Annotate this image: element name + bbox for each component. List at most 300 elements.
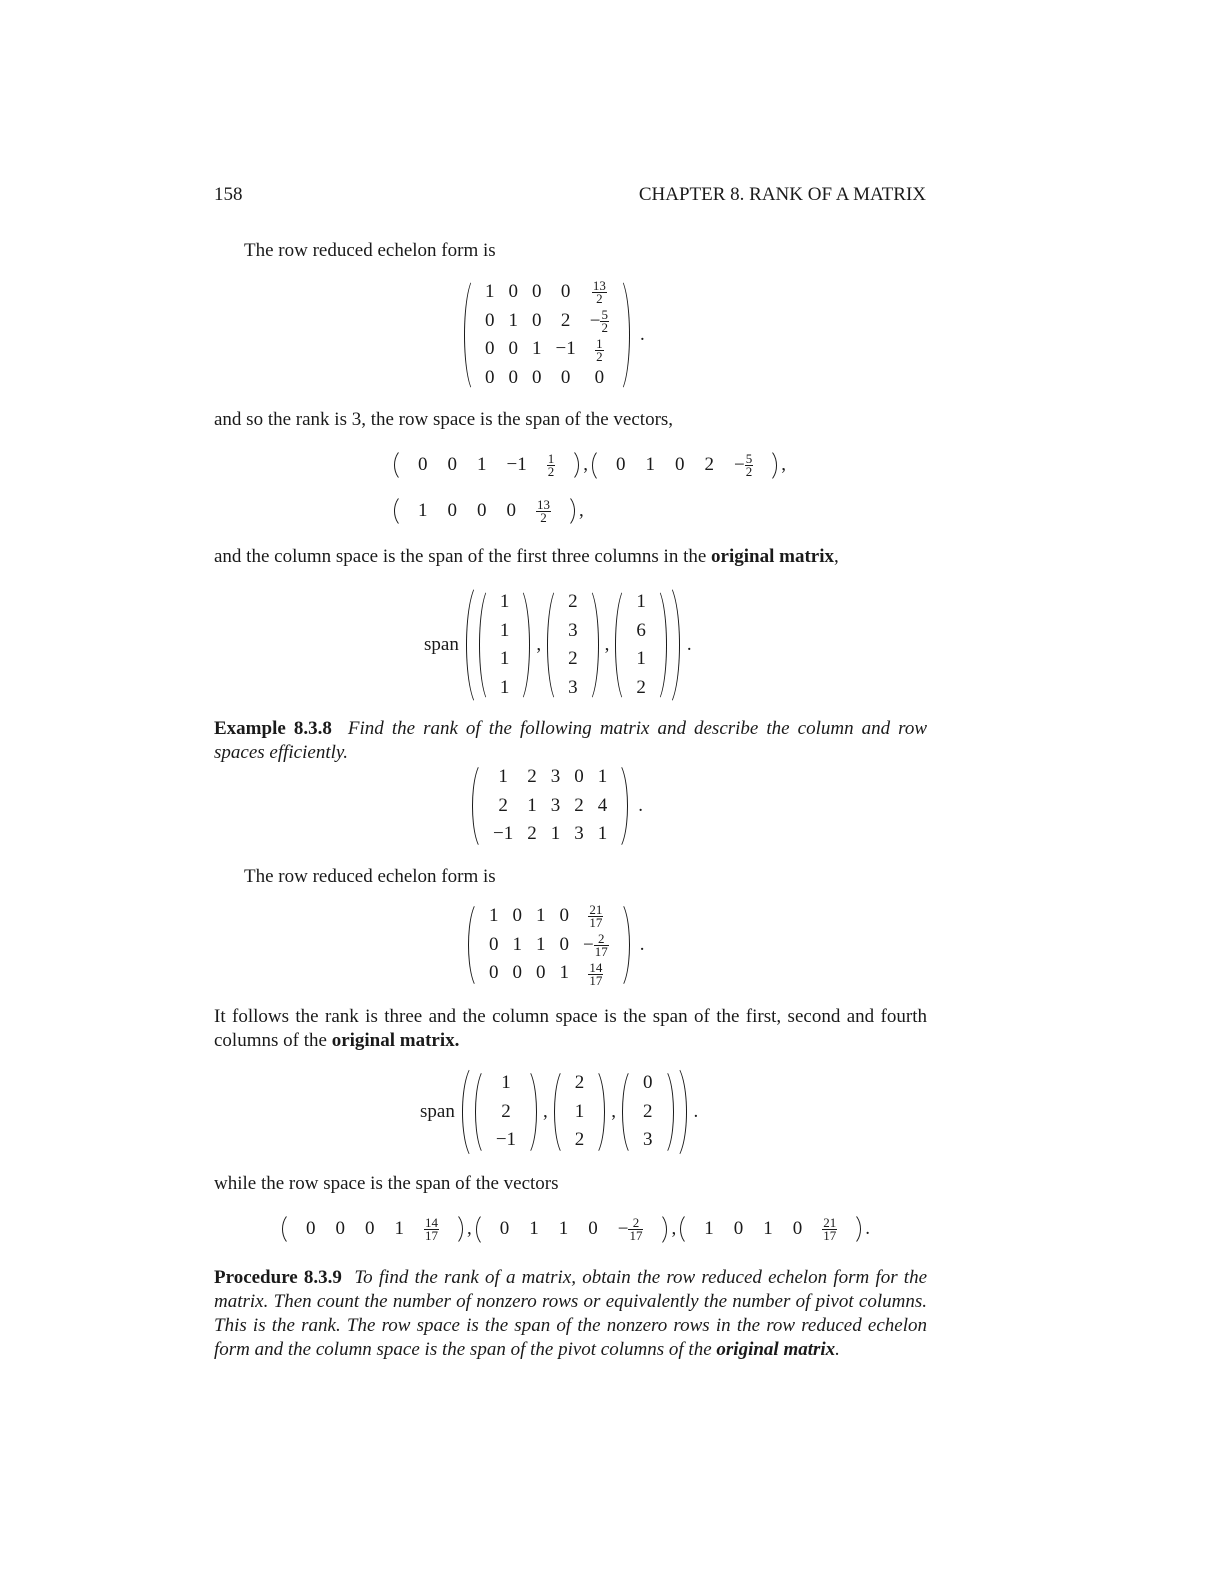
matrix-entry [326, 1214, 356, 1244]
text: and the column space is the span of the first three columns in the [214, 546, 712, 567]
matrix-entry [529, 959, 553, 988]
left-paren [466, 900, 480, 990]
matrix [590, 448, 779, 483]
span-parentheses [461, 1067, 688, 1157]
matrix-entry [591, 763, 615, 792]
left-paren [473, 1067, 487, 1157]
matrix-entry-value: 2 [560, 309, 571, 331]
matrix-table [482, 902, 616, 988]
outer-right-paren [676, 1067, 688, 1157]
matrix-entry-value: 0 [560, 366, 571, 388]
matrix-entry [583, 335, 616, 364]
matrix-entry-value: 0 [365, 1218, 375, 1240]
matrix-entry [482, 902, 506, 931]
bold-term: original matrix [711, 546, 834, 567]
row-vectors-line-2 [392, 494, 586, 528]
text: , [834, 546, 839, 567]
matrix-entry-value [733, 451, 753, 480]
matrix-entry [493, 674, 517, 703]
matrix-entry [486, 820, 520, 849]
example-text: Find the rank of the following matrix and describe the column and row spaces efficiently. [214, 718, 928, 763]
matrix-entry-value: 2 [527, 823, 537, 844]
matrix-entry [608, 1214, 654, 1245]
comma: , [543, 1100, 548, 1122]
matrix-entry-value: 2 [501, 1100, 511, 1122]
matrix-entry [408, 496, 438, 526]
matrix-entry-value: 1 [559, 962, 569, 984]
numerator: 2 [628, 1217, 643, 1230]
paragraph-column-space [214, 545, 927, 569]
matrix [392, 448, 581, 482]
matrix-table [486, 763, 614, 849]
matrix-entry-value: 0 [447, 500, 457, 521]
matrix-entry-value: 1 [498, 766, 508, 787]
right-paren [655, 1212, 669, 1247]
matrix-table [636, 1069, 660, 1155]
matrix-entry [549, 307, 583, 336]
matrix-table [296, 1214, 449, 1244]
matrix-entry [486, 792, 520, 821]
matrix-entry [438, 450, 468, 480]
matrix-entry-value [536, 497, 551, 526]
matrix-entry [296, 1214, 326, 1244]
matrix-entry-value: 2 [636, 676, 646, 698]
matrix-row [568, 1069, 592, 1098]
matrix-row [478, 307, 616, 336]
matrix-row [489, 1126, 523, 1155]
matrix-entry [578, 1214, 608, 1245]
bold-term: original matrix [716, 1339, 836, 1360]
comma: , [604, 634, 610, 655]
procedure-text: To find the rank of a matrix, obtain the row reduced echelon form for the matrix. Then count the number of nonzero rows or equivalently the number of pivot columns. This is the rank. The row space is the span of the nonzero rows in the row reduced echelon form and the column space is the span of the pivot columns of the [214, 1267, 928, 1360]
matrix-entry [606, 450, 636, 481]
matrix-entry-value: 1 [536, 905, 546, 926]
matrix [620, 1067, 676, 1157]
matrix-entry [482, 959, 506, 988]
example-label: Example 8.3.8 [214, 718, 332, 739]
matrix-table [489, 1069, 523, 1155]
matrix-entry [591, 820, 615, 849]
left-paren [678, 1212, 692, 1246]
span-word: span [420, 1100, 455, 1122]
matrix-entry [549, 364, 583, 393]
matrix-entry-value: 2 [568, 648, 578, 669]
matrix-entry [493, 617, 517, 646]
column-span-2 [420, 1067, 704, 1157]
matrix-table [694, 1214, 847, 1244]
matrix-entry-value: 1 [501, 1072, 511, 1093]
matrix-table [568, 1069, 592, 1155]
matrix-entry [583, 278, 616, 307]
matrix-entry [478, 307, 502, 336]
outer-right-paren [669, 586, 681, 704]
matrix-row [478, 278, 616, 307]
matrix-entry-value: 3 [550, 794, 561, 816]
denominator: 17 [823, 1228, 837, 1244]
numerator: 1 [596, 335, 603, 351]
matrix [392, 494, 577, 528]
matrix-entry-value: 1 [499, 676, 510, 698]
matrix-entry [753, 1214, 783, 1244]
matrix-row [489, 1069, 523, 1098]
matrix-row [606, 450, 763, 481]
matrix-entry-value: 1 [508, 309, 518, 331]
column-vectors [473, 1067, 676, 1157]
matrix-entry-value: 1 [536, 933, 546, 955]
example-8-3-8 [214, 717, 927, 765]
matrix-entry-value: 0 [674, 454, 685, 476]
matrix-entry [489, 1126, 523, 1155]
matrix-entry [519, 1214, 549, 1245]
denominator: 2 [601, 319, 608, 335]
matrix-entry-value: 2 [643, 1100, 653, 1122]
matrix [678, 1212, 863, 1246]
period: . [865, 1218, 870, 1240]
matrix-row [636, 1098, 660, 1127]
matrix-row [493, 617, 517, 646]
matrix-row [568, 1126, 592, 1155]
paragraph-rref-intro-1: The row reduced echelon form is [244, 240, 496, 261]
denominator: 17 [629, 1228, 643, 1244]
row-vectors-line-1 [392, 448, 788, 483]
numerator: 14 [425, 1215, 438, 1231]
matrix [477, 586, 533, 704]
matrix-entry [629, 674, 653, 703]
period: . [639, 324, 645, 346]
comma: , [671, 1218, 677, 1240]
matrix-entry [567, 792, 591, 821]
left-paren [620, 1067, 634, 1157]
right-paren [587, 586, 601, 704]
matrix-entry-value: 0 [512, 962, 522, 984]
matrix-entry [529, 902, 553, 931]
matrix-entry [490, 1214, 520, 1245]
matrix-row [296, 1214, 449, 1244]
matrix-entry [568, 1098, 592, 1127]
matrix-table [629, 588, 653, 702]
matrix-row [561, 674, 585, 703]
paragraph-rank-three [214, 1005, 927, 1053]
right-paren [563, 494, 577, 528]
matrix-entry-value: 3 [568, 619, 578, 641]
left-paren [613, 586, 627, 704]
matrix-entry [724, 1214, 754, 1244]
period: . [693, 1100, 699, 1122]
left-paren [462, 276, 476, 394]
matrix-entry-value: 2 [498, 794, 508, 816]
matrix-entry-value: 1 [704, 1218, 714, 1240]
matrix-entry [489, 1069, 523, 1098]
matrix-entry [553, 902, 577, 931]
period: . [639, 933, 645, 955]
matrix-entry [385, 1214, 415, 1244]
fraction [424, 1217, 439, 1242]
matrix-entry-value: 1 [499, 619, 510, 641]
left-paren [477, 586, 491, 704]
matrix-entry [591, 792, 615, 821]
left-paren [470, 761, 484, 851]
matrix-entry [583, 364, 616, 393]
matrix-entry [525, 307, 549, 336]
matrix-entry-value: 1 [485, 281, 495, 302]
matrix-row [486, 820, 614, 849]
matrix-entry [567, 763, 591, 792]
matrix-entry [549, 335, 583, 364]
minus-sign: − [583, 933, 594, 955]
matrix-entry-value: 3 [550, 766, 561, 787]
matrix [462, 276, 632, 394]
comma: , [781, 454, 786, 476]
matrix-entry-value: 0 [477, 500, 487, 521]
rref-matrix-1 [462, 276, 645, 394]
procedure-label: Procedure 8.3.9 [214, 1267, 342, 1288]
matrix-entry-value: 0 [447, 454, 457, 476]
matrix [466, 900, 632, 990]
matrix-entry [478, 335, 502, 364]
span-word: span [424, 634, 459, 655]
matrix-entry-value: 0 [532, 281, 542, 302]
right-paren [518, 586, 532, 704]
left-paren [392, 448, 406, 482]
matrix-entry [529, 931, 553, 960]
matrix-entry [489, 1098, 523, 1127]
matrix-entry [783, 1214, 813, 1244]
matrix [613, 586, 669, 704]
matrix-entry-value: 1 [489, 905, 499, 926]
matrix-row [493, 588, 517, 617]
matrix-entry-value: 0 [508, 281, 518, 302]
matrix-entry [636, 1126, 660, 1155]
right-paren [567, 448, 581, 482]
matrix-entry-value: 1 [527, 794, 537, 816]
matrix-entry [694, 450, 724, 481]
fraction [745, 453, 754, 478]
matrix-row [493, 674, 517, 703]
left-paren [392, 494, 406, 528]
matrix-table [561, 588, 585, 702]
matrix-entry [636, 1069, 660, 1098]
fraction [588, 959, 603, 988]
matrix-entry-value: 1 [763, 1218, 773, 1240]
left-paren [545, 586, 559, 704]
matrix-entry-value: 0 [508, 366, 518, 388]
matrix-row [561, 645, 585, 674]
matrix-entry [520, 792, 544, 821]
matrix-entry-value: 0 [574, 766, 584, 787]
procedure-8-3-9 [214, 1266, 927, 1362]
matrix-entry-value [588, 902, 603, 931]
denominator: 17 [589, 915, 603, 931]
matrix-entry-value: 1 [597, 766, 608, 787]
matrix-entry-value: 2 [574, 1072, 585, 1093]
matrix-entry-value [617, 1215, 644, 1244]
fraction [547, 453, 556, 478]
matrix-entry-value: 0 [489, 962, 499, 984]
matrix-entry [576, 931, 616, 960]
matrix-entry [502, 364, 526, 393]
right-paren [593, 1067, 607, 1157]
matrix-table [478, 278, 616, 392]
matrix-entry [561, 645, 585, 674]
matrix-entry-value: 1 [394, 1218, 404, 1240]
matrix-entry [567, 820, 591, 849]
matrix-entry-value: 0 [485, 338, 495, 360]
matrix-entry-value: 0 [335, 1218, 345, 1240]
denominator: 2 [547, 464, 555, 480]
matrix-entry [568, 1069, 592, 1098]
matrix-entry-value: −1 [495, 1129, 517, 1150]
matrix-entry-value: 0 [485, 366, 495, 388]
numerator: 21 [823, 1215, 837, 1231]
matrix-entry [506, 931, 530, 960]
matrix-entry [493, 588, 517, 617]
matrix-entry [561, 588, 585, 617]
matrix-entry [636, 1098, 660, 1127]
matrix-entry-value: 4 [597, 794, 608, 816]
matrix-entry [486, 763, 520, 792]
fraction [628, 1217, 643, 1242]
matrix-entry [502, 278, 526, 307]
matrix-entry [482, 931, 506, 960]
matrix [552, 1067, 608, 1157]
minus-sign: − [589, 309, 601, 331]
matrix-row [629, 588, 653, 617]
matrix-entry [497, 450, 537, 480]
matrix-entry [525, 278, 549, 307]
matrix-entry [635, 450, 665, 481]
matrix-entry-value: 2 [527, 766, 537, 787]
matrix-entry-value [547, 451, 556, 480]
matrix-row [482, 902, 616, 931]
matrix-entry [544, 792, 568, 821]
right-paren [618, 900, 632, 990]
matrix-entry [355, 1214, 385, 1244]
left-paren [552, 1067, 566, 1157]
matrix-entry [629, 645, 653, 674]
matrix-entry-value: 1 [499, 648, 510, 669]
fraction [588, 904, 603, 929]
numerator: 5 [601, 306, 608, 322]
denominator: 17 [594, 943, 608, 959]
matrix-entry [549, 278, 583, 307]
right-paren [662, 1067, 676, 1157]
matrix-entry [506, 959, 530, 988]
numerator: 5 [745, 451, 753, 467]
matrix-entry-value: −1 [506, 454, 527, 476]
matrix-entry-value: 0 [733, 1218, 744, 1240]
matrix-row [629, 645, 653, 674]
matrix-entry-value: 1 [636, 648, 646, 669]
matrix-entry-value: 0 [560, 281, 571, 302]
matrix-entry-value [588, 959, 603, 988]
matrix-entry [493, 645, 517, 674]
minus-sign: − [733, 454, 745, 476]
matrix-entry [478, 364, 502, 393]
matrix-entry-value: 0 [792, 1218, 803, 1240]
page-number: 158 [214, 184, 243, 205]
matrix-entry-value: 1 [477, 454, 487, 476]
fraction [822, 1217, 837, 1242]
matrix-row [486, 792, 614, 821]
paragraph-rref-intro-2: The row reduced echelon form is [244, 866, 496, 887]
matrix-entry-value: 0 [532, 309, 542, 331]
matrix-entry [561, 617, 585, 646]
matrix-entry [497, 496, 527, 526]
matrix-row [561, 617, 585, 646]
matrix-entry [408, 450, 438, 480]
outer-left-paren [465, 586, 477, 704]
matrix-entry-value: 0 [306, 1218, 316, 1240]
matrix-entry [520, 820, 544, 849]
column-span-1 [424, 586, 698, 704]
matrix-entry [553, 959, 577, 988]
numerator: 14 [589, 959, 603, 975]
bold-term: original matrix. [331, 1030, 460, 1051]
example-matrix [470, 761, 643, 851]
rref-matrix-2 [466, 900, 644, 990]
matrix-entry-value: 1 [550, 823, 561, 844]
matrix [545, 586, 601, 704]
matrix-entry-value: 0 [559, 933, 569, 955]
matrix-entry [478, 278, 502, 307]
matrix-entry [812, 1214, 847, 1244]
matrix-entry [506, 902, 530, 931]
matrix-entry [467, 450, 497, 480]
numerator: 13 [537, 497, 550, 513]
matrix-entry [629, 588, 653, 617]
left-paren [280, 1212, 294, 1246]
matrix-row [561, 588, 585, 617]
matrix-row [568, 1098, 592, 1127]
numerator: 1 [547, 451, 555, 467]
matrix-entry-value: 2 [574, 794, 584, 816]
matrix-entry-value: 1 [645, 454, 655, 476]
matrix-entry [576, 902, 616, 931]
matrix-entry-value: −1 [493, 823, 514, 844]
outer-left-paren [461, 1067, 473, 1157]
denominator: 17 [425, 1228, 438, 1244]
matrix-entry-value: 1 [418, 500, 428, 521]
numerator: 13 [592, 278, 606, 294]
left-paren [590, 448, 604, 483]
matrix-entry-value: 0 [559, 905, 569, 926]
matrix-entry-value: 1 [597, 823, 608, 844]
matrix-entry-value: 1 [499, 591, 510, 612]
matrix-entry-value: 1 [512, 933, 522, 955]
matrix-row [489, 1098, 523, 1127]
matrix-table [493, 588, 517, 702]
span-parentheses [465, 586, 681, 704]
matrix-entry-value: 0 [499, 1218, 510, 1240]
matrix-entry [526, 496, 561, 526]
matrix-entry [502, 307, 526, 336]
matrix-entry-value: 3 [568, 676, 578, 698]
right-paren [616, 761, 630, 851]
matrix-entry-value: 2 [574, 1129, 585, 1150]
text: It follows the rank is three and the column space is the span of the first, second and fourth columns of the [214, 1006, 927, 1051]
matrix-entry-value: 0 [532, 366, 542, 388]
matrix-entry [576, 959, 616, 988]
denominator: 17 [589, 972, 603, 988]
matrix-entry [553, 931, 577, 960]
matrix-entry-value: 0 [489, 933, 499, 955]
procedure-end: . [835, 1339, 840, 1360]
right-paren [655, 586, 669, 704]
comma: , [583, 454, 588, 476]
matrix-entry [414, 1214, 449, 1244]
matrix-entry [568, 1126, 592, 1155]
matrix-entry-value [822, 1215, 837, 1244]
